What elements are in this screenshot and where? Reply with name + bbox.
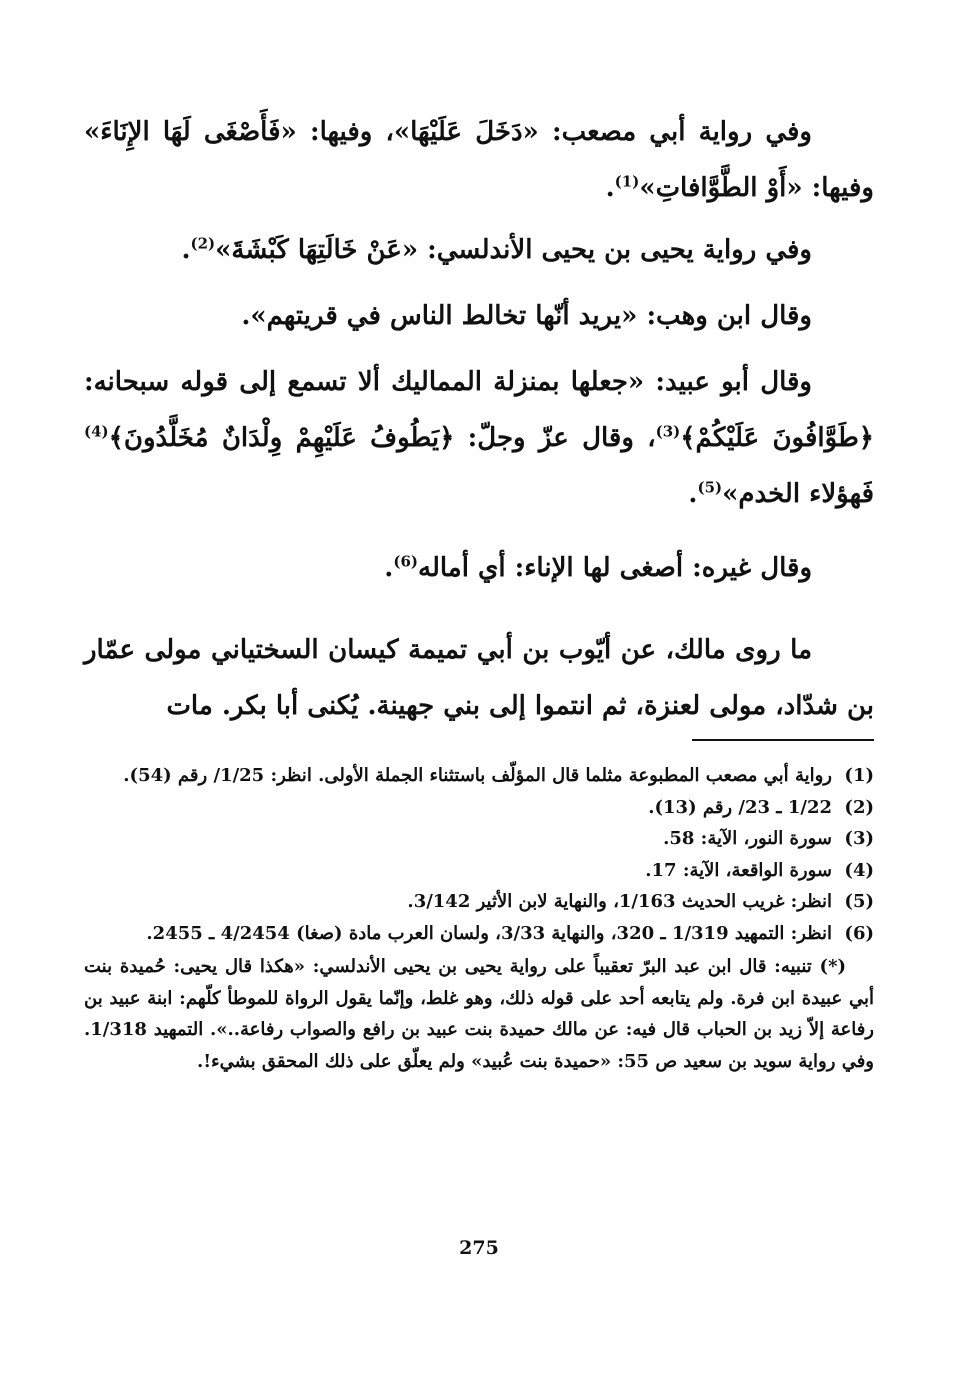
footnote-ref-1[interactable]: (1) bbox=[614, 172, 640, 191]
footnote-2 bbox=[84, 792, 874, 824]
footnote-3 bbox=[84, 823, 874, 855]
footnote-6 bbox=[84, 918, 874, 950]
paragraph-ayyub-narration: ما روى مالك، عن أيّوب بن أبي تميمة كيسان السختياني مولى عمّار بن شدّاد، مولى لعنزة، ثم انتموا إلى بني جهينة. يُكنى أبا بكر. مات bbox=[84, 635, 874, 721]
footnote-number: (3) bbox=[844, 828, 874, 849]
paragraph-other-saying-text: وقال غيره: أصغى لها الإناء: أي أماله bbox=[418, 553, 812, 583]
footnote-ref-4[interactable]: (4) bbox=[84, 422, 109, 441]
paragraph-abu-ubayd-mid: ، وقال عزّ وجلّ: bbox=[454, 423, 656, 453]
paragraph-yahya bbox=[84, 222, 874, 278]
footnotes-section bbox=[84, 760, 874, 1077]
footnote-text: انظر: التمهيد 1/319 ـ 320، والنهاية 3/33، ولسان العرب مادة (صغا) 4/2454 ـ 2455. bbox=[146, 922, 832, 944]
footnote-number: (2) bbox=[844, 796, 874, 818]
paragraph-abu-ubayd-line3: فَهؤلاء الخدم» bbox=[722, 479, 874, 509]
footnote-text: سورة النور، الآية: 58. bbox=[663, 828, 832, 849]
footnote-ref-6[interactable]: (6) bbox=[393, 552, 418, 571]
quran-quote-1: ﴿طَوَّافُونَ عَلَيْكُمْ﴾ bbox=[680, 423, 875, 453]
paragraph-yahya-text: وفي رواية يحيى بن يحيى الأندلسي: «عَنْ خَالَتِهَا كَبْشَةَ» bbox=[215, 235, 812, 265]
quran-quote-2: ﴿يَطُوفُ عَلَيْهِمْ وِلْدَانٌ مُخَلَّدُونَ﴾ bbox=[108, 423, 455, 453]
paragraph-end-mark: . bbox=[688, 479, 698, 509]
editor-note: (*) تنبيه: قال ابن عبد البرّ تعقيباً على رواية يحيى بن يحيى الأندلسي: «هكذا قال يحيى: حُميدة بنت أبي عبيدة ابن فرة. ولم يتابعه أحد على قوله ذلك، وهو غلط، وإنّما يقول الرواة للموطأ كلّهم: ابنة عبيد بن رفاعة إلاّ زيد بن الحباب قال فيه: عن مالك حميدة بنت عبيد بن رافع والصواب رفاعة..». التمهيد 1/318. وفي رواية سويد بن سعيد ص 55: «حميدة بنت عُبيد» ولم يعلّق على ذلك المحقق بشيء!. bbox=[84, 956, 875, 1072]
paragraph-end-mark: . bbox=[181, 235, 191, 265]
footnote-text: سورة الواقعة، الآية: 17. bbox=[645, 859, 832, 881]
paragraph-end-mark: . bbox=[384, 553, 394, 583]
footnote-number: (1) bbox=[844, 765, 874, 786]
paragraph-abu-musab bbox=[84, 104, 874, 216]
footnote-1 bbox=[84, 760, 874, 792]
footnote-separator bbox=[692, 739, 874, 741]
paragraph-abu-musab-line1: وفي رواية أبي مصعب: «دَخَلَ عَلَيْهَا»، وفيها: «فَأَصْغَى لَهَا الإِنَاءَ» bbox=[84, 117, 812, 147]
paragraph-other-saying bbox=[84, 540, 874, 596]
footnote-ref-5[interactable]: (5) bbox=[697, 478, 723, 497]
footnote-ref-3[interactable]: (3) bbox=[655, 422, 681, 441]
paragraph-abu-musab-line2: وفيها: «أَوْ الطَّوَّافاتِ» bbox=[639, 173, 874, 203]
footnote-text: انظر: غريب الحديث 1/163، والنهاية لابن الأثير 3/142. bbox=[407, 891, 832, 912]
footnote-text: 1/22 ـ 23/ رقم (13). bbox=[648, 796, 832, 818]
footnote-ref-2[interactable]: (2) bbox=[190, 234, 216, 253]
paragraph-abu-ubayd bbox=[84, 354, 874, 522]
footnote-number: (5) bbox=[844, 891, 874, 912]
footnote-number: (4) bbox=[844, 859, 874, 881]
paragraph-end-mark: . bbox=[605, 173, 615, 203]
main-text bbox=[84, 104, 874, 734]
paragraph-abu-ubayd-line1: وقال أبو عبيد: «جعلها بمنزلة المماليك ألا تسمع إلى قوله سبحانه: bbox=[84, 367, 812, 397]
page-number: 275 bbox=[459, 1237, 499, 1259]
footnote-number: (6) bbox=[844, 922, 874, 944]
footnote-4 bbox=[84, 855, 874, 887]
footnote-5 bbox=[84, 886, 874, 918]
paragraph-ibn-wahb: وقال ابن وهب: «يريد أنّها تخالط الناس في قريتهم». bbox=[241, 301, 812, 331]
footnote-text: رواية أبي مصعب المطبوعة مثلما قال المؤلّف باستثناء الجملة الأولى. انظر: 1/25/ رقم (54). bbox=[123, 765, 832, 786]
